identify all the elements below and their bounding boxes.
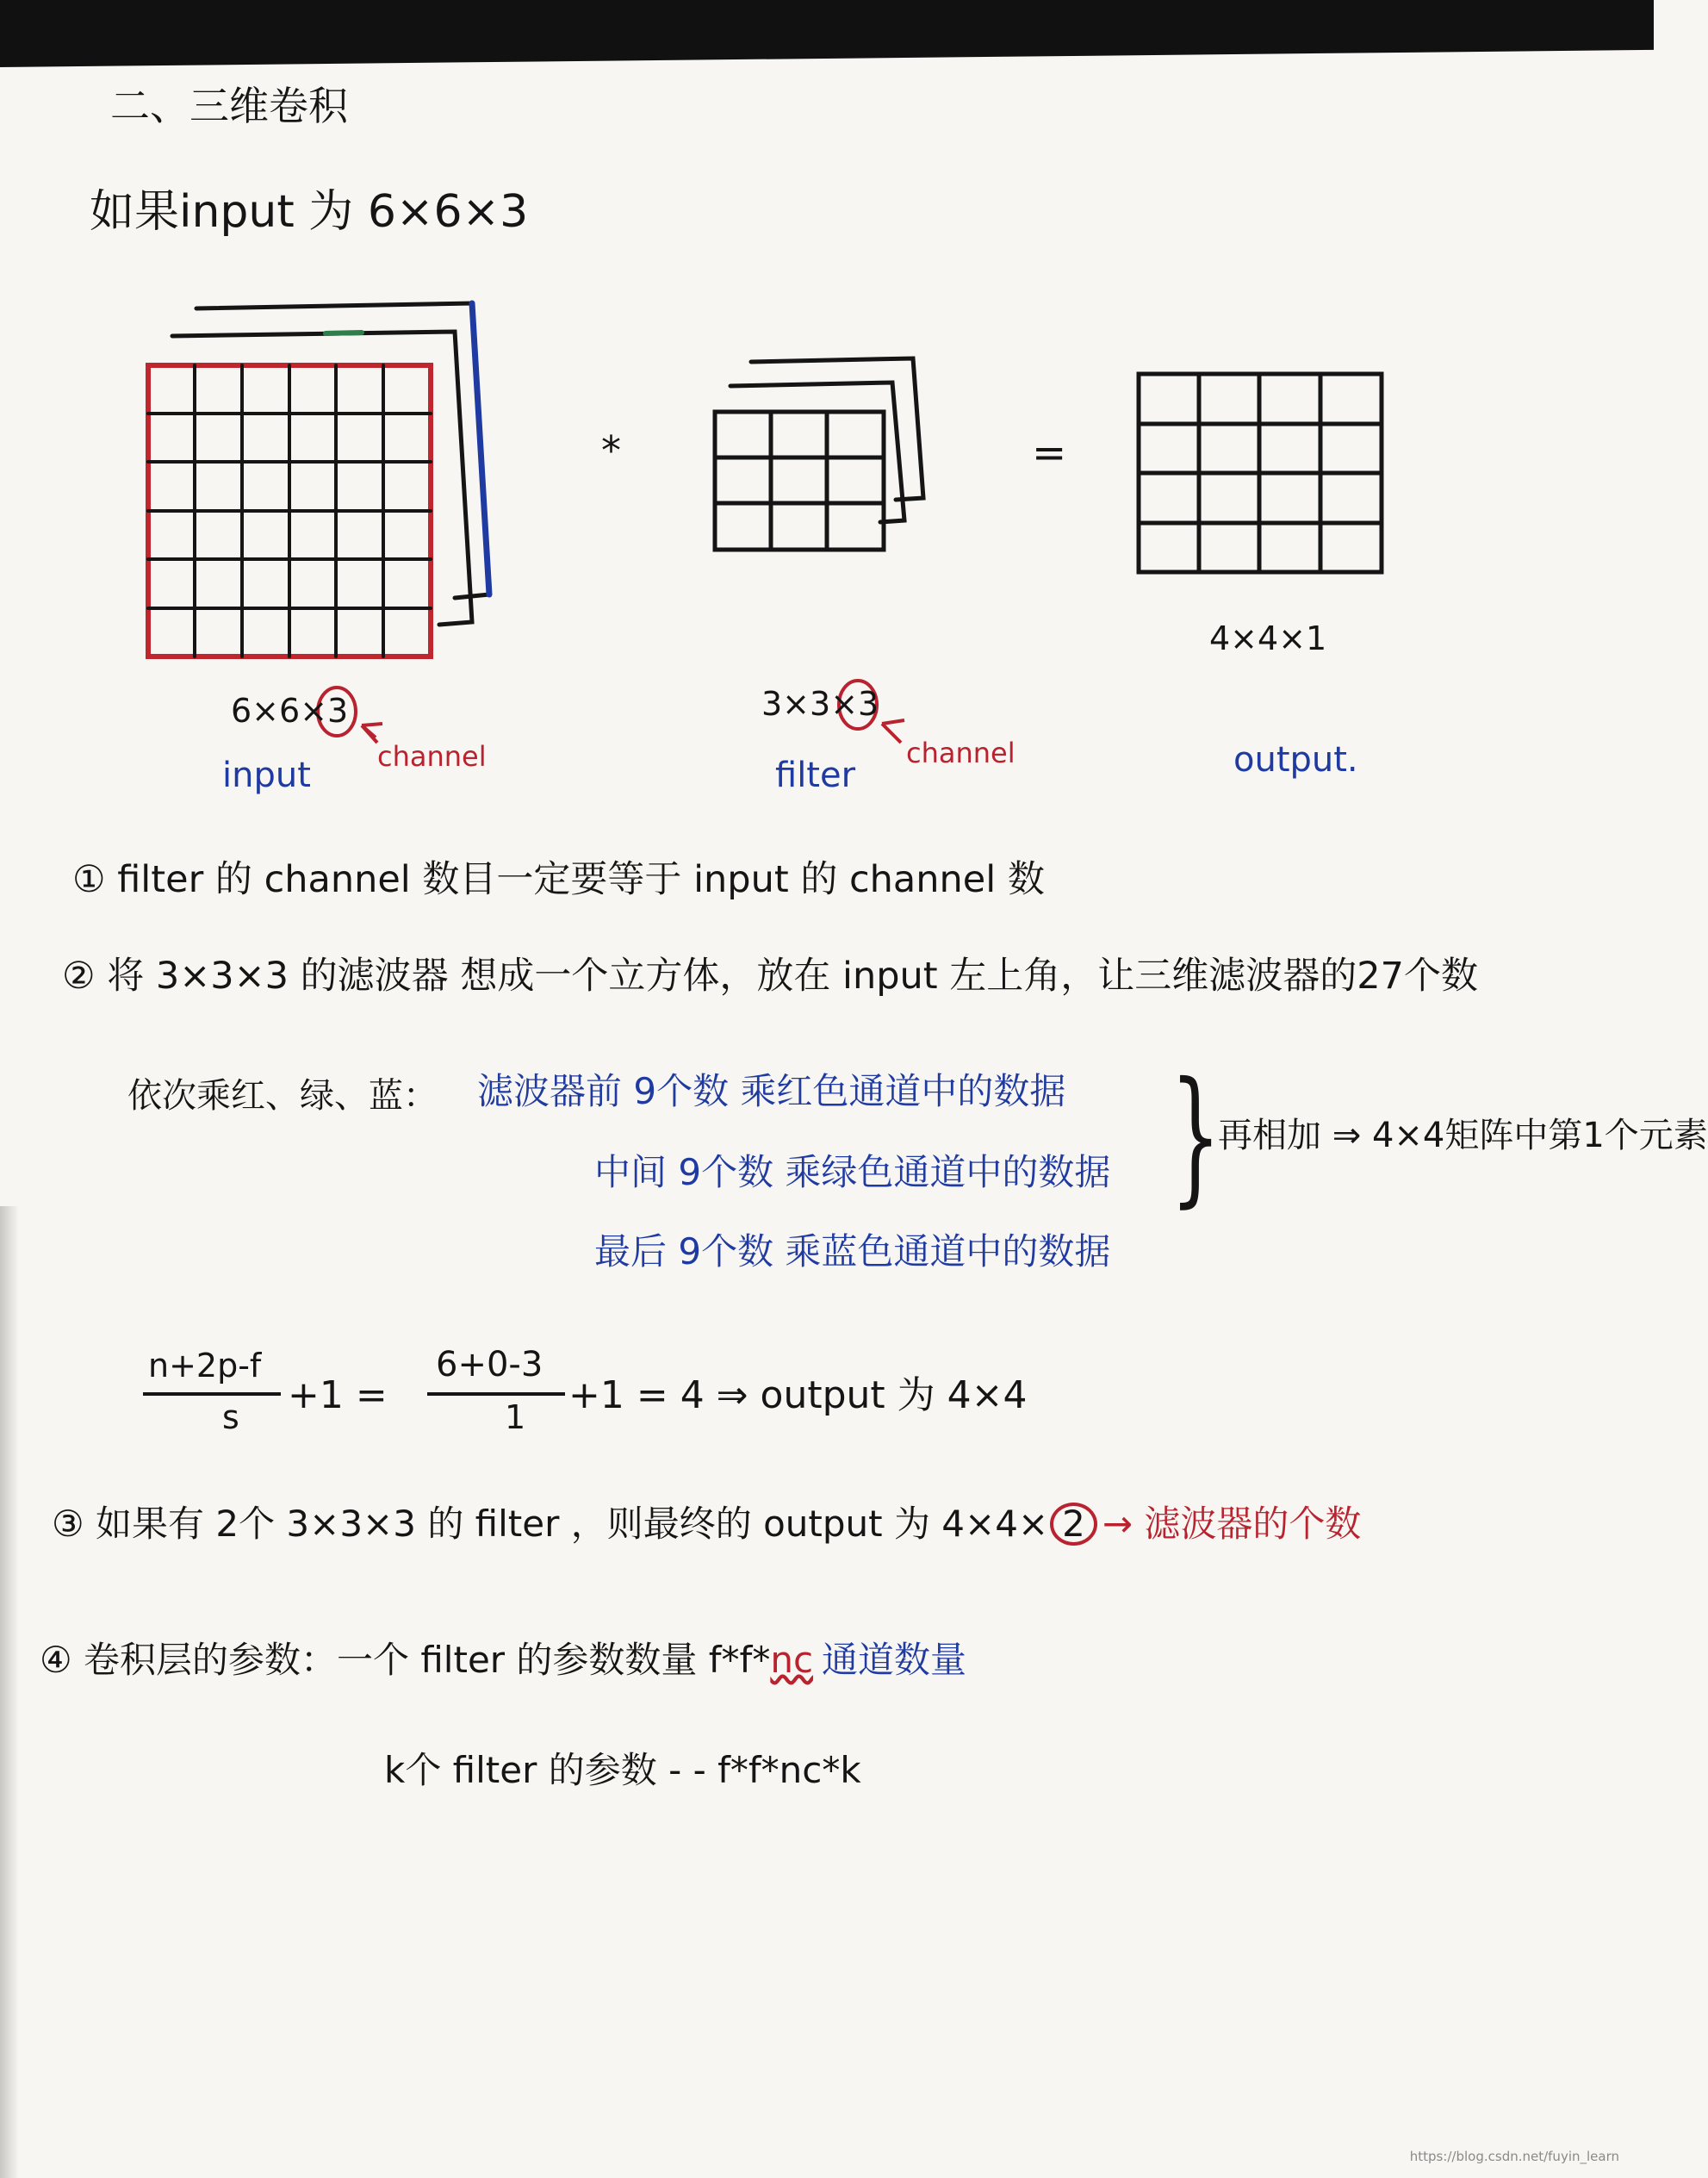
note-2-line-1: ② 将 3×3×3 的滤波器 想成一个立方体，放在 input 左上角，让三维滤波器的27个数 (62, 955, 1479, 998)
formula-lhs-numerator: n+2p-f (148, 1347, 262, 1385)
equals-operator: = (1032, 429, 1067, 477)
filter-volume (715, 358, 923, 550)
note-4-text: ④ 卷积层的参数：一个 filter 的参数数量 f*f* (40, 1639, 771, 1681)
input-dims (231, 692, 349, 730)
input-channel-number: 3 (327, 692, 349, 730)
input-volume (148, 303, 489, 657)
formula-mid-bar (427, 1392, 565, 1396)
filter-dims-prefix: 3×3× (761, 685, 859, 723)
filter-channel-label: channel (906, 737, 1015, 769)
output-grid (1139, 374, 1382, 572)
multiply-operator: * (601, 427, 621, 474)
formula-mid-denominator: 1 (505, 1398, 526, 1436)
formula (143, 1344, 1177, 1447)
note-2-lead: 依次乘红、绿、蓝： (127, 1076, 438, 1116)
filter-channel-number: 3 (858, 685, 879, 723)
note-4-nc: nc (770, 1639, 814, 1681)
input-blue-layer-edge (472, 303, 489, 594)
section-heading: 二、三维卷积 (110, 83, 348, 129)
convolution-diagram (0, 0, 1654, 862)
formula-lhs-bar (143, 1392, 281, 1396)
filter-dims (761, 685, 879, 723)
filter-caption: filter (775, 756, 856, 795)
note-3-text: ③ 如果有 2个 3×3×3 的 filter ，则最终的 output 为 4×4× (52, 1503, 1049, 1545)
note-3-arrow-label: → 滤波器的个数 (1102, 1503, 1362, 1545)
note-4-line-1 (40, 1639, 967, 1681)
formula-result: +1 = 4 ⇒ output 为 4×4 (568, 1373, 1028, 1417)
input-caption: input (222, 756, 311, 795)
photo-shadow (0, 1206, 19, 2178)
input-grid-lines (148, 365, 431, 657)
note-3-circled-count: 2 (1050, 1503, 1097, 1546)
output-caption: output. (1233, 740, 1358, 780)
note-2-result: 再相加 ⇒ 4×4矩阵中第1个元素 (1218, 1116, 1708, 1155)
formula-lhs-plus-one: +1 = (288, 1373, 388, 1417)
input-channel-label: channel (377, 740, 487, 773)
input-dims-prefix: 6×6× (231, 692, 328, 730)
intro-line: 如果input 为 6×6×3 (90, 186, 529, 238)
input-green-layer (172, 332, 472, 625)
note-2-brace: } (1170, 1051, 1221, 1222)
note-4-line-2: k个 filter 的参数 - - f*f*nc*k (384, 1749, 861, 1791)
note-2-green-channel: 中间 9个数 乘绿色通道中的数据 (594, 1151, 1111, 1193)
note-3 (52, 1503, 1361, 1546)
formula-lhs-denominator: s (222, 1398, 239, 1436)
output-dims: 4×4×1 (1209, 619, 1327, 657)
note-1: ① filter 的 channel 数目一定要等于 input 的 channel 数 (72, 858, 1045, 901)
note-2-blue-channel: 最后 9个数 乘蓝色通道中的数据 (594, 1230, 1111, 1273)
note-2-red-channel: 滤波器前 9个数 乘红色通道中的数据 (477, 1070, 1066, 1112)
watermark: https://blog.csdn.net/fuyin_learn (1409, 2149, 1619, 2164)
formula-mid-numerator: 6+0-3 (436, 1345, 543, 1385)
note-4-nc-label: 通道数量 (822, 1639, 967, 1681)
